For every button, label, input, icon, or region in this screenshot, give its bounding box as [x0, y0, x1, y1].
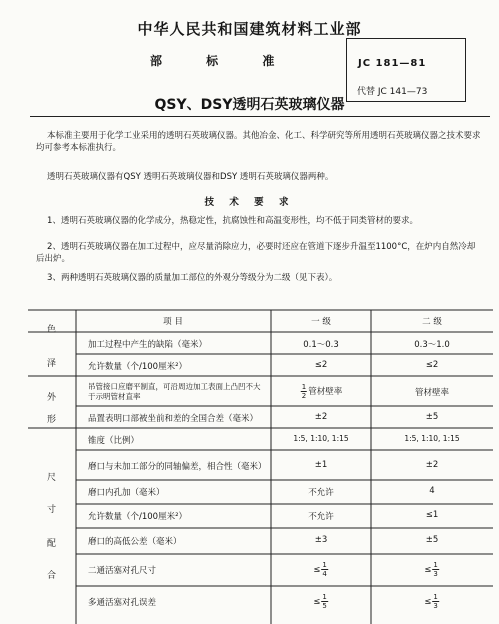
requirement-1: 1、透明石英玻璃仪器的化学成分，热稳定性，抗腐蚀性和高温变形性，均不低于同类管材的要求。: [47, 216, 418, 226]
item-cell: 允许数量（个/100厘米²）: [88, 512, 187, 522]
grade1-cell: ±3: [314, 535, 328, 545]
intro-paragraph-1: 本标准主要用于化学工业采用的透明石英玻璃仪器。其他冶金、化工、科学研究等所用透明石英玻璃仪器之技术要求均可参考本标准执行。: [36, 131, 481, 153]
item-cell: 磨口的高低公差（毫米）: [88, 537, 182, 547]
grade2-cell: ±5: [425, 412, 439, 422]
document-title: QSY、DSY透明石英玻璃仪器: [154, 97, 345, 113]
grade2-cell: ≤ $\frac{1}{3}$: [424, 593, 438, 610]
header-item: 项 目: [163, 317, 183, 327]
replaces-code: 代替 JC 141—73: [357, 87, 428, 97]
grade1-cell: $\frac{1}{2}$ 管材壁率: [301, 383, 343, 400]
requirement-3: 3、两种透明石英玻璃仪器的质量加工部位的外观分等级分为二级（见下表）。: [47, 273, 338, 283]
row-label-char: 泽: [47, 359, 57, 369]
grade2-cell: 管材壁率: [414, 388, 450, 398]
item-cell: 吊管接口应磨平制直，可沿周边加工表面上凸凹不大于示明管材直率: [88, 382, 261, 401]
grade1-cell: 1:5, 1:10, 1:15: [293, 434, 349, 443]
item-cell: 锥度（比例）: [88, 436, 140, 446]
grade2-cell: ±2: [425, 460, 439, 470]
item-cell: 品置表明口部被坐前和差的全国合差（毫米）: [88, 414, 259, 424]
grade1-cell: 不允许: [308, 512, 334, 522]
item-cell: 加工过程中产生的缺陷（毫米）: [88, 340, 208, 350]
intro-paragraph-2: 透明石英玻璃仪器有QSY 透明石英玻璃仪器和DSY 透明石英玻璃仪器两种。: [47, 172, 334, 182]
item-cell: 允许数量（个/100厘米²）: [88, 362, 187, 372]
grade2-cell: ≤2: [425, 360, 439, 370]
grade2-cell: 1:5, 1:10, 1:15: [404, 434, 460, 443]
item-cell: 磨口与未加工部分的同轴偏差，相合性（毫米）: [88, 462, 267, 472]
row-label-char: 外: [47, 393, 57, 403]
grading-table: [28, 298, 498, 624]
grade2-cell: 0.3～1.0: [414, 340, 450, 350]
item-cell: 多通活塞对孔误差: [88, 598, 157, 608]
grade1-cell: 不允许: [308, 488, 334, 498]
row-label-char: 形: [47, 415, 57, 425]
section-title: 技 术 要 求: [204, 197, 295, 208]
row-label-char: 配: [47, 539, 57, 549]
grade1-cell: ≤ $\frac{1}{4}$: [313, 561, 327, 578]
grade1-cell: ±1: [314, 460, 328, 470]
grade1-cell: ±2: [314, 412, 328, 422]
ministry-name: 中华人民共和国建筑材料工业部: [137, 20, 362, 38]
grade2-cell: 4: [429, 486, 435, 496]
title-rule: [30, 116, 490, 117]
grade1-cell: ≤2: [314, 360, 328, 370]
grade1-cell: ≤ $\frac{1}{5}$: [313, 593, 327, 610]
item-cell: 二通活塞对孔尺寸: [88, 566, 157, 576]
grade1-cell: 0.1～0.3: [303, 340, 339, 350]
standard-code: JC 181—81: [358, 58, 427, 69]
row-label-char: 合: [47, 571, 57, 581]
grade2-cell: ≤1: [425, 510, 439, 520]
header-grade-2: 二 级: [422, 317, 442, 327]
item-cell: 磨口内孔加（毫米）: [88, 488, 165, 498]
header-grade-1: 一 级: [311, 317, 331, 327]
row-label-char: 色: [47, 325, 57, 335]
grade2-cell: ≤ $\frac{1}{3}$: [424, 561, 438, 578]
standard-kind: 部 标 准: [150, 54, 295, 68]
row-label-char: 寸: [47, 505, 57, 515]
row-label-char: 尺: [47, 473, 57, 483]
requirement-2: 2、透明石英玻璃仪器在加工过程中，应尽量消除应力，必要时还应在管道下逐步升温至1100°C，在炉内自然冷却后出炉。: [36, 242, 476, 264]
grade2-cell: ±5: [425, 535, 439, 545]
